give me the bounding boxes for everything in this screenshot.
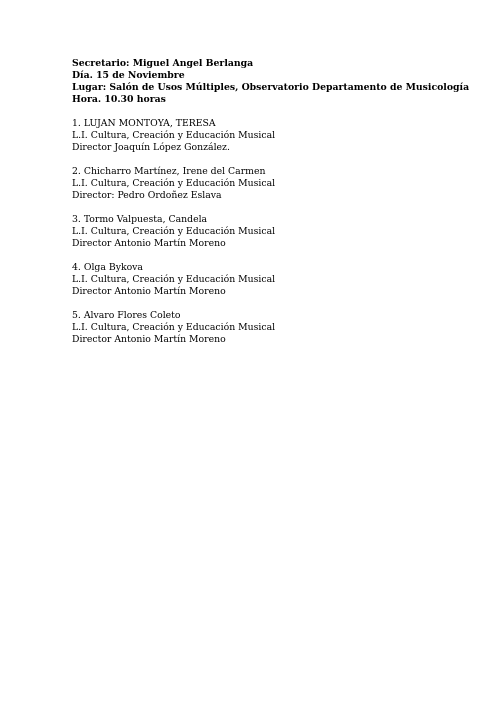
candidate-name: 4. Olga Bykova <box>72 262 143 273</box>
document-content <box>72 58 472 346</box>
candidate-program: L.I. Cultura, Creación y Educación Musical <box>72 178 276 189</box>
candidate-director: Director Antonio Martín Moreno <box>72 238 226 249</box>
candidate-program: L.I. Cultura, Creación y Educación Musical <box>72 130 276 141</box>
candidate-name: 5. Alvaro Flores Coleto <box>72 310 181 321</box>
candidate-entry-1 <box>72 118 472 154</box>
candidate-name: 3. Tormo Valpuesta, Candela <box>72 214 208 225</box>
candidate-director: Director Antonio Martín Moreno <box>72 286 226 297</box>
place-line: Lugar: Salón de Usos Múltiples, Observatorio Departamento de Musicología <box>72 82 470 93</box>
candidate-director: Director: Pedro Ordoñez Eslava <box>72 190 222 201</box>
candidate-program: L.I. Cultura, Creación y Educación Musical <box>72 226 276 237</box>
session-header <box>72 58 472 106</box>
candidate-director: Director Joaquín López González. <box>72 142 230 153</box>
secretary-line: Secretario: Miguel Angel Berlanga <box>72 58 254 69</box>
candidate-name: 2. Chicharro Martínez, Irene del Carmen <box>72 166 266 177</box>
candidate-director: Director Antonio Martín Moreno <box>72 334 226 345</box>
candidate-entry-5 <box>72 310 472 346</box>
candidate-entry-2 <box>72 166 472 202</box>
candidate-entry-3 <box>72 214 472 250</box>
time-line: Hora. 10.30 horas <box>72 94 166 105</box>
candidate-program: L.I. Cultura, Creación y Educación Musical <box>72 322 276 333</box>
candidate-program: L.I. Cultura, Creación y Educación Musical <box>72 274 276 285</box>
candidate-entry-4 <box>72 262 472 298</box>
candidate-name: 1. LUJAN MONTOYA, TERESA <box>72 118 216 129</box>
day-line: Día. 15 de Noviembre <box>72 70 185 81</box>
